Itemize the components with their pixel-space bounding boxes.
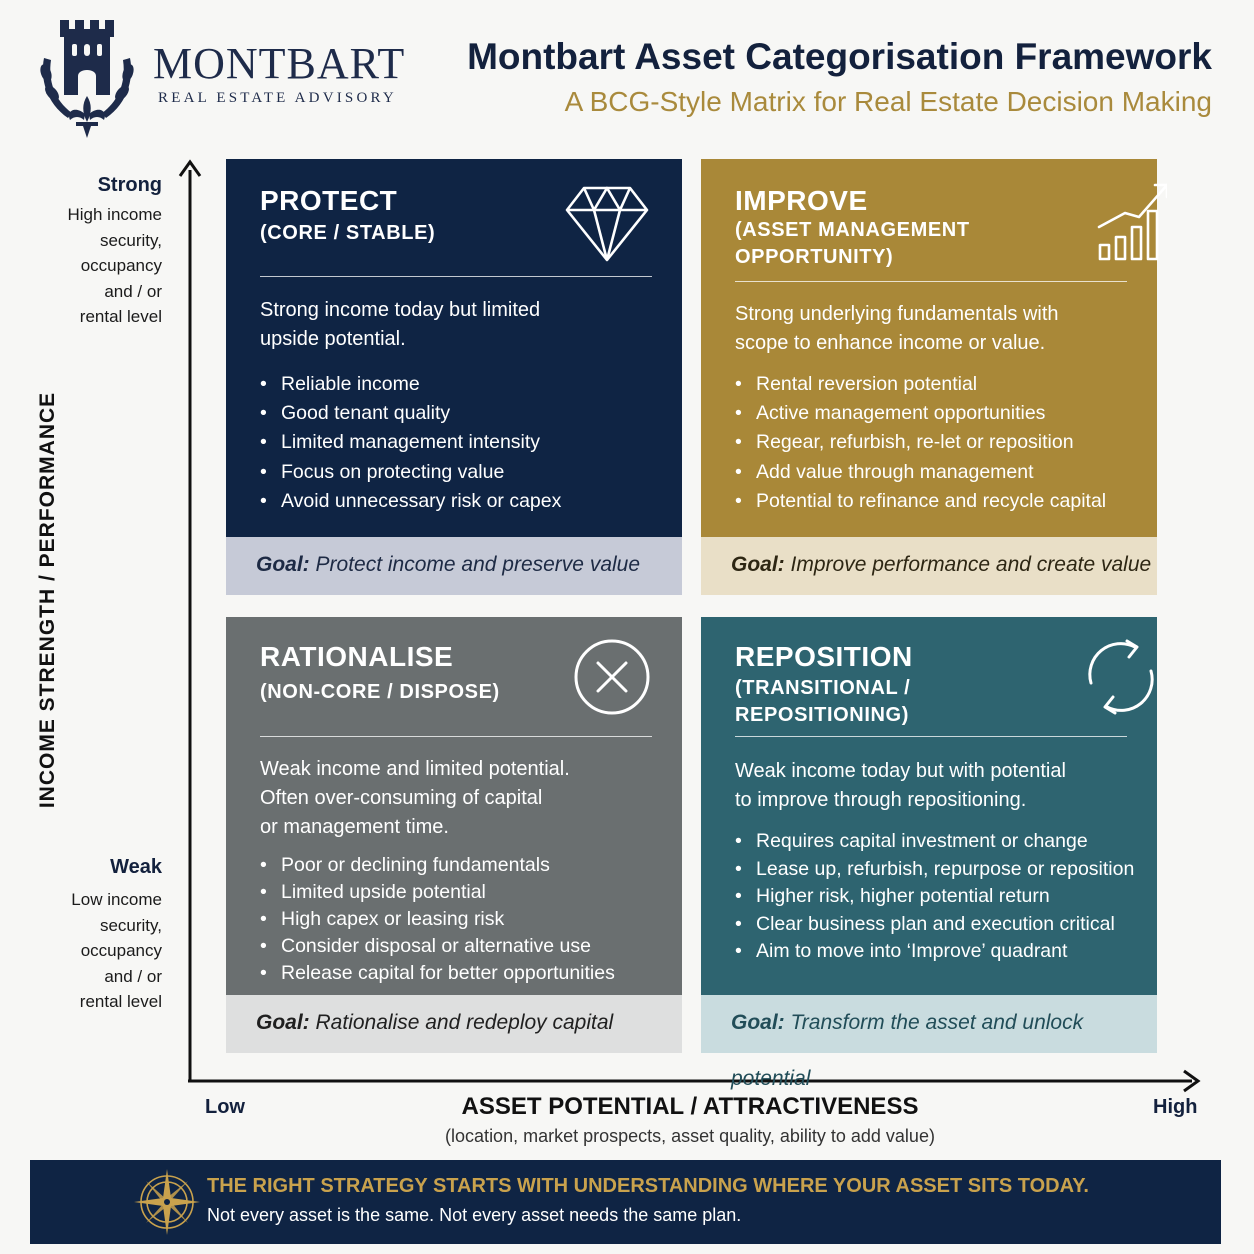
footer-banner	[30, 1160, 1221, 1244]
quadrant-bullet-list	[260, 370, 561, 516]
quadrant-subtitle: (ASSET MANAGEMENT OPPORTUNITY)	[735, 219, 970, 268]
quadrant-divider	[260, 276, 652, 277]
quadrant-reposition	[701, 617, 1157, 1090]
x-axis-high-label: High	[1153, 1096, 1198, 1118]
list-item: • Higher risk, higher potential return	[735, 883, 1134, 911]
list-item: • Limited management intensity	[260, 428, 561, 457]
brand-tagline: REAL ESTATE ADVISORY	[158, 90, 397, 106]
refresh-cycle-icon	[1083, 637, 1159, 717]
list-item: • Reliable income	[260, 370, 561, 399]
quadrant-title: RATIONALISE	[260, 641, 454, 672]
list-item: • Requires capital investment or change	[735, 828, 1134, 856]
x-axis-arrow	[1184, 1071, 1198, 1091]
quadrant-bullet-list	[260, 852, 615, 987]
quadrant-divider	[735, 281, 1127, 282]
quadrant-divider	[260, 736, 652, 737]
list-item: • Release capital for better opportunities	[260, 960, 615, 987]
quadrant-protect	[226, 159, 682, 595]
footer-headline: THE RIGHT STRATEGY STARTS WITH UNDERSTANDING WHERE YOUR ASSET SITS TODAY.	[207, 1175, 1089, 1197]
list-item: • Focus on protecting value	[260, 458, 561, 487]
diamond-icon	[564, 183, 650, 263]
list-item: • Regear, refurbish, re-let or reposition	[735, 428, 1106, 457]
page-subtitle: A BCG-Style Matrix for Real Estate Decision Making	[564, 86, 1212, 117]
list-item: • High capex or leasing risk	[260, 906, 615, 933]
list-item: • Aim to move into ‘Improve’ quadrant	[735, 938, 1134, 966]
quadrant-improve	[701, 159, 1157, 595]
list-item: • Clear business plan and execution critical	[735, 911, 1134, 939]
list-item: • Lease up, refurbish, repurpose or reposition	[735, 856, 1134, 884]
y-axis-strong-label: Strong	[97, 174, 162, 196]
compass-rose-icon	[132, 1167, 202, 1237]
quadrant-description: Weak income today but with potential to improve through repositioning.	[735, 760, 1066, 811]
list-item: • Consider disposal or alternative use	[260, 933, 615, 960]
list-item: • Rental reversion potential	[735, 370, 1106, 399]
quadrant-bullet-list	[735, 828, 1134, 966]
quadrant-divider	[735, 736, 1127, 737]
list-item: • Add value through management	[735, 458, 1106, 487]
brand-name: MONTBART	[153, 39, 406, 88]
page-title: Montbart Asset Categorisation Framework	[467, 36, 1212, 77]
y-axis-title: INCOME STRENGTH / PERFORMANCE	[36, 391, 59, 809]
x-axis-low-label: Low	[205, 1096, 245, 1118]
quadrant-title: REPOSITION	[735, 641, 913, 672]
quadrant-description: Strong income today but limited upside potential.	[260, 299, 541, 350]
y-axis-strong-description: High income security, occupancy and / or rental level	[67, 205, 162, 326]
quadrant-bullet-list	[735, 370, 1106, 516]
footer-text: Not every asset is the same. Not every asset needs the same plan.	[207, 1205, 742, 1225]
quadrant-subtitle: (TRANSITIONAL / REPOSITIONING)	[735, 677, 911, 726]
quadrant-description: Strong underlying fundamentals with scope to enhance income or value.	[735, 303, 1059, 354]
quadrant-subtitle: (NON-CORE / DISPOSE)	[260, 681, 500, 703]
circle-x-icon	[572, 637, 652, 717]
quadrant-description: Weak income and limited potential. Often over-consuming of capital or management time.	[260, 758, 570, 838]
quadrant-goal: Goal: Protect income and preserve value	[226, 537, 682, 595]
quadrant-title: PROTECT	[260, 185, 398, 216]
list-item: • Good tenant quality	[260, 399, 561, 428]
list-item: • Avoid unnecessary risk or capex	[260, 487, 561, 516]
list-item: • Limited upside potential	[260, 879, 615, 906]
quadrant-title: IMPROVE	[735, 185, 868, 216]
quadrant-goal: Goal: Improve performance and create value	[701, 537, 1157, 595]
list-item: • Potential to refinance and recycle capital	[735, 487, 1106, 516]
list-item: • Poor or declining fundamentals	[260, 852, 615, 879]
castle-tower-logo-icon	[38, 18, 136, 140]
quadrant-goal: Goal: Rationalise and redeploy capital	[226, 995, 682, 1053]
x-axis-subtitle: (location, market prospects, asset quality, ability to add value)	[445, 1126, 935, 1146]
quadrant-rationalise	[226, 617, 682, 1053]
y-axis-weak-description: Low income security, occupancy and / or rental level	[71, 890, 162, 1011]
quadrant-goal: Goal: Transform the asset and unlock potential	[701, 995, 1157, 1053]
y-axis-arrow	[180, 162, 200, 176]
quadrant-subtitle: (CORE / STABLE)	[260, 222, 436, 244]
growth-chart-icon	[1095, 181, 1167, 263]
list-item: • Active management opportunities	[735, 399, 1106, 428]
y-axis-weak-label: Weak	[110, 856, 162, 878]
x-axis-title: ASSET POTENTIAL / ATTRACTIVENESS	[461, 1093, 919, 1120]
